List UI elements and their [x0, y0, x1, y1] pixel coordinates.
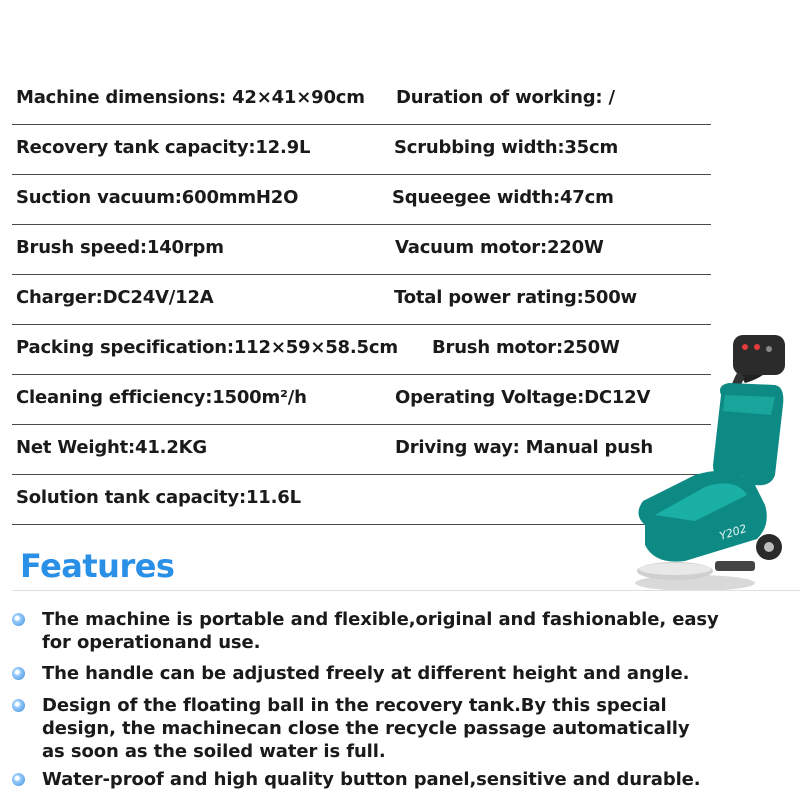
feature-line: design, the machinecan close the recycle passage automatically — [42, 718, 690, 739]
brush-ring — [639, 563, 711, 575]
feature-text — [42, 662, 689, 685]
bullet-icon — [12, 699, 25, 712]
feature-line: The machine is portable and flexible,original and fashionable, easy — [42, 609, 719, 630]
features-title: Features — [20, 547, 175, 585]
panel-button-icon — [766, 346, 772, 352]
spec-right: Total power rating:500w — [394, 287, 637, 308]
spec-right: Squeegee width:47cm — [392, 187, 614, 208]
spec-right: Brush motor:250W — [432, 337, 620, 358]
feature-line: for operationand use. — [42, 632, 261, 653]
spec-row — [12, 225, 711, 275]
spec-row — [12, 125, 711, 175]
spec-row — [12, 325, 711, 375]
squeegee — [715, 561, 755, 571]
spec-right: Scrubbing width:35cm — [394, 137, 619, 158]
spec-row — [12, 275, 711, 325]
spec-row — [12, 375, 711, 425]
spec-left: Charger:DC24V/12A — [16, 287, 214, 308]
feature-text — [42, 768, 701, 791]
spec-left: Net Weight:41.2KG — [16, 437, 207, 458]
control-panel — [733, 335, 785, 375]
spec-right: Duration of working: / — [396, 87, 615, 108]
feature-line: as soon as the soiled water is full. — [42, 741, 386, 762]
spec-left: Solution tank capacity:11.6L — [16, 487, 301, 508]
bullet-icon — [12, 667, 25, 680]
spec-row — [12, 425, 711, 475]
model-label: Y202 — [717, 521, 749, 543]
panel-button-icon — [742, 344, 748, 350]
spec-left: Packing specification:112×59×58.5cm — [16, 337, 398, 358]
feature-line: Design of the floating ball in the recovery tank.By this special — [42, 695, 667, 716]
spec-row — [12, 75, 711, 125]
wheel-hub — [764, 542, 774, 552]
bullet-icon — [12, 613, 25, 626]
spec-left: Cleaning efficiency:1500m²/h — [16, 387, 307, 408]
feature-text — [42, 608, 719, 654]
panel-button-icon — [754, 344, 760, 350]
spec-right: Vacuum motor:220W — [395, 237, 604, 258]
spec-row — [12, 175, 711, 225]
spec-left: Machine dimensions: 42×41×90cm — [16, 87, 365, 108]
spec-left: Brush speed:140rpm — [16, 237, 224, 258]
feature-text — [42, 694, 690, 763]
spec-right: Operating Voltage:DC12V — [395, 387, 651, 408]
spec-table — [12, 75, 711, 525]
feature-line: The handle can be adjusted freely at different height and angle. — [42, 663, 690, 684]
feature-line: Water-proof and high quality button panel,sensitive and durable. — [42, 769, 701, 790]
spec-right: Driving way: Manual push — [395, 437, 653, 458]
features-divider — [12, 590, 800, 591]
spec-left: Recovery tank capacity:12.9L — [16, 137, 311, 158]
bullet-icon — [12, 773, 25, 786]
spec-row — [12, 475, 711, 525]
spec-left: Suction vacuum:600mmH2O — [16, 187, 299, 208]
floor-scrubber-image — [625, 325, 797, 593]
